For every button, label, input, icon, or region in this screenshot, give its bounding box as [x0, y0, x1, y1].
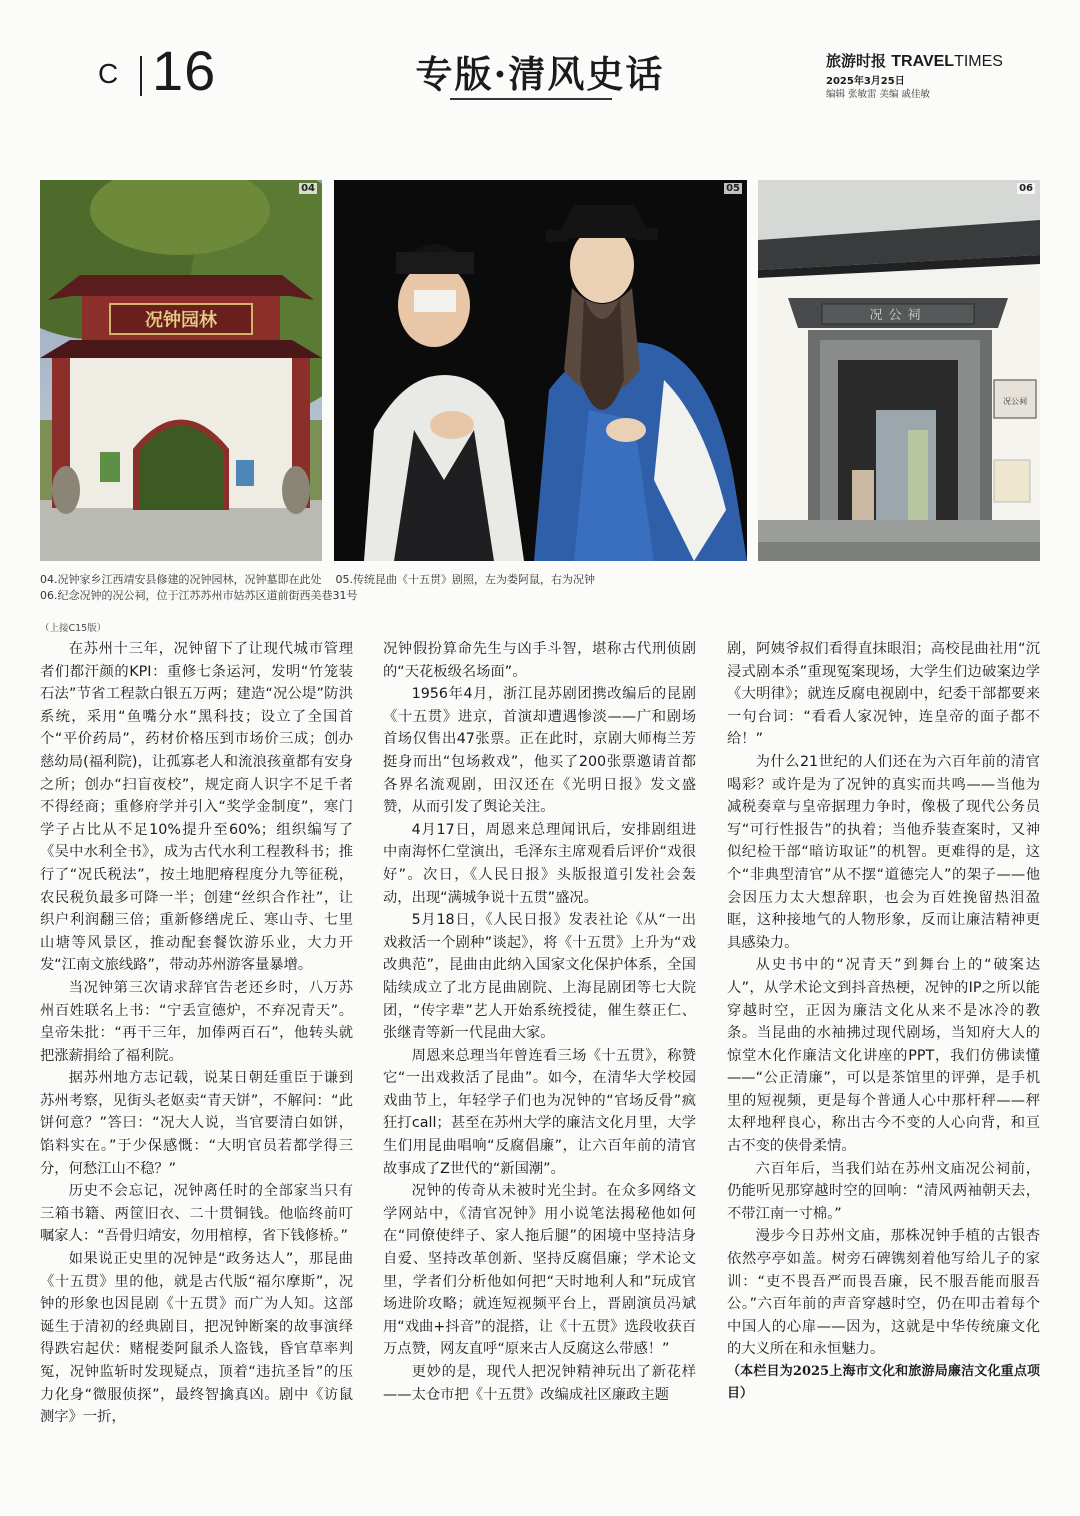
- caption-05: 05.传统昆曲《十五贯》剧照，左为娄阿鼠，右为况钟: [335, 573, 595, 586]
- masthead-cn: 旅游时报: [826, 52, 887, 70]
- paragraph: 在苏州十三年，况钟留下了让现代城市管理者们都汗颜的KPI：重修七条运河，发明“竹笼装石法”节省工程款白银五万两；建造“况公堤”防洪系统，采用“鱼嘴分水”黑科技；设立了全国首个“平价药局”，药材价格压到市场价三成；创办慈幼局(福利院)，让孤寡老人和流浪孩童都有安身之所；创办“扫盲夜校”，规定商人识字不足千者不得经商；重修府学并引入“奖学金制度”，寒门学子占比从不足10%提升至60%；组织编写了《吴中水利全书》，成为古代水利工程教科书；推行了“况氏税法”，按土地肥瘠程度分九等征税，农民税负最多可降一半；创建“丝织合作社”，让织户利润翻三倍；重新修缮虎丘、寒山寺、七里山塘等风景区，推动配套餐饮游乐业，大力开发“江南文旅线路”，带动苏州游客量暴增。: [40, 641, 353, 974]
- header-divider: [140, 56, 142, 96]
- gate-sign-text: 况钟园林: [145, 310, 217, 331]
- paragraph: 5月18日，《人民日报》发表社论《从“一出戏救活一个剧种”谈起》，将《十五贯》上升为“戏改典范”，昆曲由此纳入国家文化保护体系，全国陆续成立了北方昆曲剧院、上海昆剧团等七大院团，“传字辈”艺人开始系统授徒，催生蔡正仁、张继青等新一代昆曲大家。: [383, 912, 696, 1042]
- paragraph: 更妙的是，现代人把况钟精神玩出了新花样——太仓市把《十五贯》改编成社区廉政主题: [383, 1364, 696, 1403]
- photo-number: 06: [1019, 183, 1033, 194]
- photo-opera-stage: [334, 180, 747, 561]
- hall-plaque-text: 况公祠: [869, 308, 927, 323]
- paragraph: 当况钟第三次请求辞官告老还乡时，八万苏州百姓联名上书：“宁丢宣德炉，不弃况青天”。皇帝朱批：“再干三年，加俸两百石”，他转头就把涨薪捐给了福利院。: [40, 979, 353, 1064]
- photo-memorial-gate: [40, 180, 322, 561]
- title-underline: [450, 98, 612, 100]
- paragraph: 历史不会忘记，况钟离任时的全部家当只有三箱书籍、两筐旧衣、二十贯铜钱。他临终前叮嘱家人：“吾骨归靖安，勿用棺椁，省下钱修桥。”: [40, 1183, 353, 1245]
- photo-number: 04: [301, 183, 315, 194]
- paragraph: 如果说正史里的况钟是“政务达人”，那昆曲《十五贯》里的他，就是古代版“福尔摩斯”，况钟的形象也因昆剧《十五贯》而广为人知。这部诞生于清初的经典剧目，把况钟断案的故事演绎得跌宕起伏：赌棍娄阿鼠杀人盗钱，昏官草率判冤，况钟监斩时发现疑点，顶着“违抗圣旨”的压力化身“微服侦探”，最终智擒真凶。剧中《访鼠测字》一折，: [40, 1251, 353, 1426]
- paragraph: 4月17日，周恩来总理闻讯后，安排剧组进中南海怀仁堂演出，毛泽东主席观看后评价“戏很好”。次日，《人民日报》头版报道引发社会轰动，出现“满城争说十五贯”盛况。: [383, 821, 696, 906]
- photo-memorial-hall: [758, 180, 1040, 561]
- paragraph: 漫步今日苏州文庙，那株况钟手植的古银杏依然亭亭如盖。树旁石碑镌刻着他写给儿子的家训：“吏不畏吾严而畏吾廉，民不服吾能而服吾公。”六百年前的声音穿越时空，仍在叩击着每个中国人的心扉——因为，这就是中华传统廉文化的大义所在和永恒魅力。: [727, 1228, 1040, 1358]
- continued-from-note: （上接C15版）: [40, 623, 107, 634]
- paragraph: 为什么21世纪的人们还在为六百年前的清官喝彩？或许是为了况钟的真实而共鸣——当他为减税奏章与皇帝据理力争时，像极了现代公务员写“可行性报告”的执着；当他乔装查案时，又神似纪检干部“暗访取证”的机智。更难得的是，这个“非典型清官”从不摆“道德完人”的架子——他会因压力太大想辞职，也会为百姓挽留热泪盈眶，这种接地气的人物形象，反而让廉洁精神更具感染力。: [727, 753, 1040, 951]
- caption-06: 06.纪念况钟的况公祠，位于江苏苏州市姑苏区道前街西美巷31号: [40, 589, 358, 602]
- article-column-1: [40, 638, 353, 1429]
- article-column-2: [383, 638, 696, 1406]
- paragraph: 况钟假扮算命先生与凶手斗智，堪称古代刑侦剧的“天花板级名场面”。: [383, 641, 696, 680]
- column-note: （本栏目为2025上海市文化和旅游局廉洁文化重点项目）: [727, 1364, 1040, 1401]
- column-title: 专版·清风史话: [415, 52, 665, 96]
- paragraph: 1956年4月，浙江昆苏剧团携改编后的昆剧《十五贯》进京，首演却遭遇惨淡——广和剧场首场仅售出47张票。正在此时，京剧大师梅兰芳挺身而出“包场救戏”，他买了200张票邀请首都各界名流观剧，田汉还在《光明日报》发文盛赞，从而引发了舆论关注。: [383, 686, 696, 816]
- section-letter: C: [98, 58, 121, 89]
- paragraph: 据苏州地方志记载，说某日朝廷重臣于谦到苏州考察，见街头老妪卖“青天饼”，不解问：“此饼何意？”答曰：“况大人说，当官要清白如饼，馅料实在。”于少保感慨：“大明官员若都学得三分，何愁江山不稳？”: [40, 1070, 353, 1177]
- staff-credits: 编辑 张敏雷 美编 戚佳敏: [826, 89, 931, 100]
- article-column-3: [727, 638, 1040, 1405]
- photo-caption: [40, 571, 595, 587]
- caption-04: 04.况钟家乡江西靖安县修建的况钟园林，况钟墓即在此处: [40, 573, 322, 586]
- masthead-en: TIMES: [954, 53, 1003, 70]
- paragraph: 剧，阿姨爷叔们看得直抹眼泪；高校昆曲社用“沉浸式剧本杀”重现冤案现场，大学生们边破案边学《大明律》；就连反腐电视剧中，纪委干部都要来一句台词：“看看人家况钟，连皇帝的面子都不给！”: [727, 641, 1040, 748]
- hall-sign-text: 况公祠: [1003, 397, 1027, 406]
- masthead: [826, 50, 1003, 71]
- page-number: 16: [152, 39, 217, 102]
- masthead-en-bold: TRAVEL: [891, 53, 955, 70]
- issue-date: 2025年3月25日: [826, 76, 905, 87]
- photo-number: 05: [726, 183, 740, 194]
- paragraph: 六百年后，当我们站在苏州文庙况公祠前，仍能听见那穿越时空的回响：“清风两袖朝天去，不带江南一寸棉。”: [727, 1160, 1040, 1222]
- paragraph: 周恩来总理当年曾连看三场《十五贯》，称赞它“一出戏救活了昆曲”。如今，在清华大学校园戏曲节上，年轻学子们也为况钟的“官场反骨”疯狂打call；甚至在苏州大学的廉洁文化月里，大学生们用昆曲唱响“反腐倡廉”，让六百年前的清官故事成了Z世代的“新国潮”。: [383, 1047, 696, 1177]
- paragraph: 况钟的传奇从未被时光尘封。在众多网络文学网站中，《清官况钟》用小说笔法揭秘他如何在“同僚使绊子、家人拖后腿”的困境中坚持洁身自爱、坚持改革创新、坚持反腐倡廉；学术论文里，学者们分析他如何把“天时地利人和”玩成官场进阶攻略；就连短视频平台上，晋剧演员冯斌用“戏曲+抖音”的混搭，让《十五贯》选段收获百万点赞，网友直呼“原来古人反腐这么带感！”: [383, 1183, 696, 1358]
- paragraph: 从史书中的“况青天”到舞台上的“破案达人”，从学术论文到抖音热梗，况钟的IP之所以能穿越时空，正因为廉洁文化从来不是冰冷的教条。当昆曲的水袖拂过现代剧场，当知府大人的惊堂木化作廉洁文化讲座的PPT，我们仿佛读懂——“公正清廉”，可以是茶馆里的评弹，是手机里的短视频，更是每个普通人心中那杆秤——秤太秤地秤良心，称出古今不变的人心向背，和亘古不变的侠骨柔情。: [727, 957, 1040, 1155]
